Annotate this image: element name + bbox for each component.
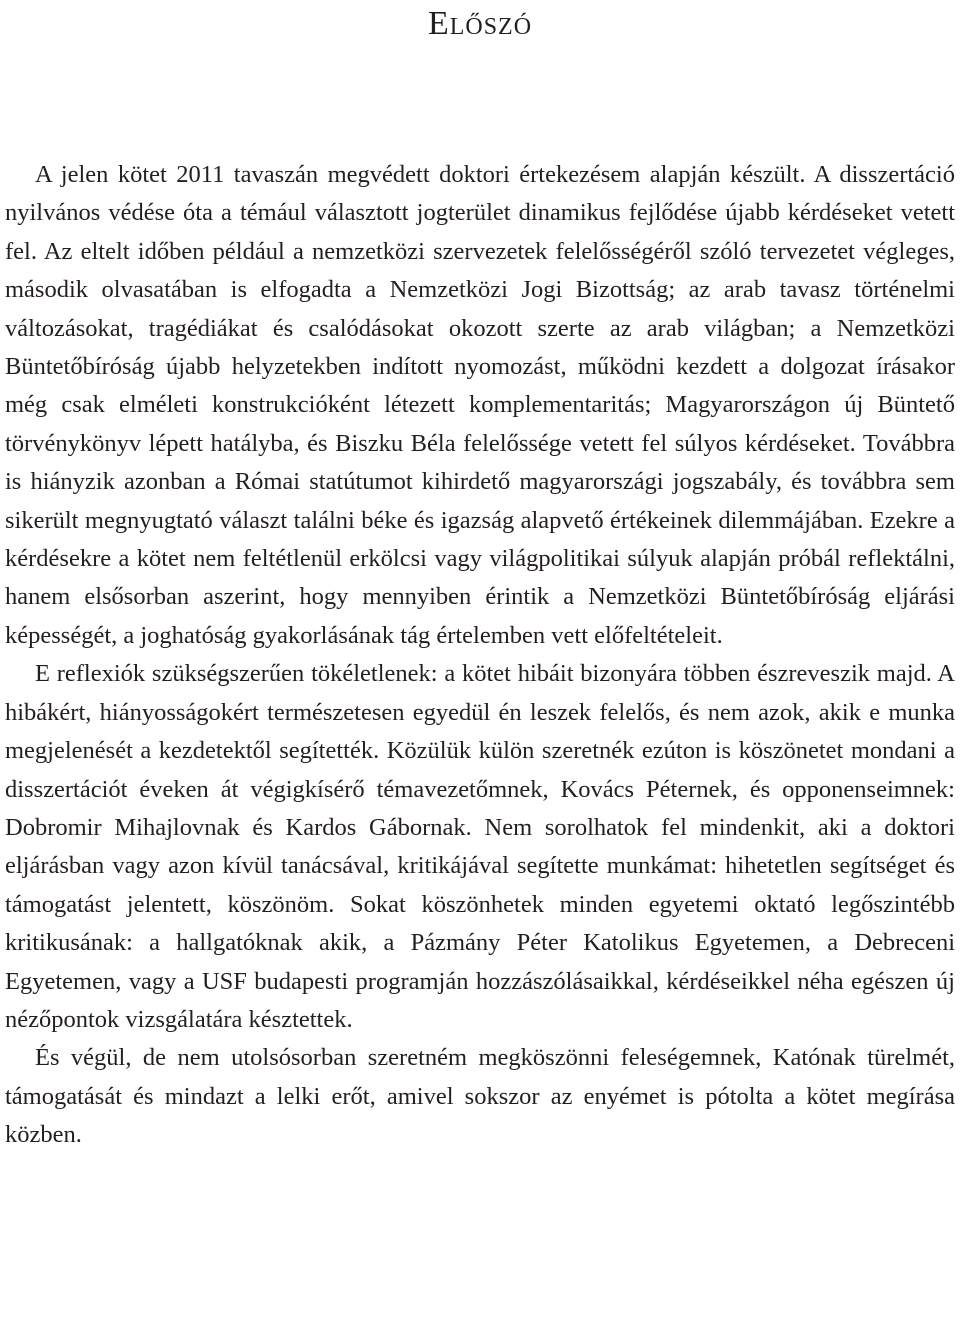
preface-body <box>5 156 955 1155</box>
page-title: Előszó <box>427 5 533 42</box>
paragraph-1: A jelen kötet 2011 tavaszán megvédett doktori értekezésem alapján készült. A disszertáció nyilvános védése óta a témául választott jogterület dinamikus fejlődése újabb kérdéseket vetett fel. Az eltelt időben például a nemzetközi szervezetek felelősségéről szóló tervezetet végleges, második olvasatában is elfogadta a Nemzetközi Jogi Bizottság; az arab tavasz történelmi változásokat, tragédiákat és csalódásokat okozott szerte az arab világban; a Nemzetközi Büntetőbíróság újabb helyzetekben indított nyomozást, működni kezdett a dolgozat írásakor még csak elméleti konstrukcióként létezett komplementaritás; Magyarországon új Büntető törvénykönyv lépett hatályba, és Biszku Béla felelőssége vetett fel súlyos kérdéseket. Továbbra is hiányzik azonban a Római statútumot kihirdető magyarországi jogszabály, és továbbra sem sikerült megnyugtató választ találni béke és igazság alapvető értékeinek dilemmájában. Ezekre a kérdésekre a kötet nem feltétlenül erkölcsi vagy világpolitikai súlyuk alapján próbál reflektálni, hanem elsősorban aszerint, hogy mennyiben érintik a Nemzetközi Büntetőbíróság eljárási képességét, a joghatóság gyakorlásának tág értelemben vett előfeltételeit. <box>5 161 955 649</box>
paragraph-2: E reflexiók szükségszerűen tökéletlenek: a kötet hibáit bizonyára többen észreveszik majd. A hibákért, hiányosságokért természetesen egyedül én leszek felelős, és nem azok, akik e munka megjelenését a kezdetektől segítették. Közülük külön szeretnék ezúton is köszönetet mondani a disszertációt éveken át végigkísérő témavezetőmnek, Kovács Péternek, és opponenseimnek: Dobromir Mihajlovnak és Kardos Gábornak. Nem sorolhatok fel mindenkit, aki a doktori eljárásban vagy azon kívül tanácsával, kritikájával segítette munkámat: hihetetlen segítséget és támogatást jelentett, köszönöm. Sokat köszönhetek minden egyetemi oktató legőszintébb kritikusának: a hallgatóknak akik, a Pázmány Péter Katolikus Egyetemen, a Debreceni Egyetemen, vagy a USF budapesti programján hozzászólásaikkal, kérdéseikkel néha egészen új nézőpontok vizsgálatára késztettek. <box>5 660 955 1033</box>
paragraph-3: És végül, de nem utolsósorban szeretném megköszönni feleségemnek, Katónak türelmét, támogatását és mindazt a lelki erőt, amivel sokszor az enyémet is pótolta a kötet megírása közben. <box>5 1044 955 1149</box>
